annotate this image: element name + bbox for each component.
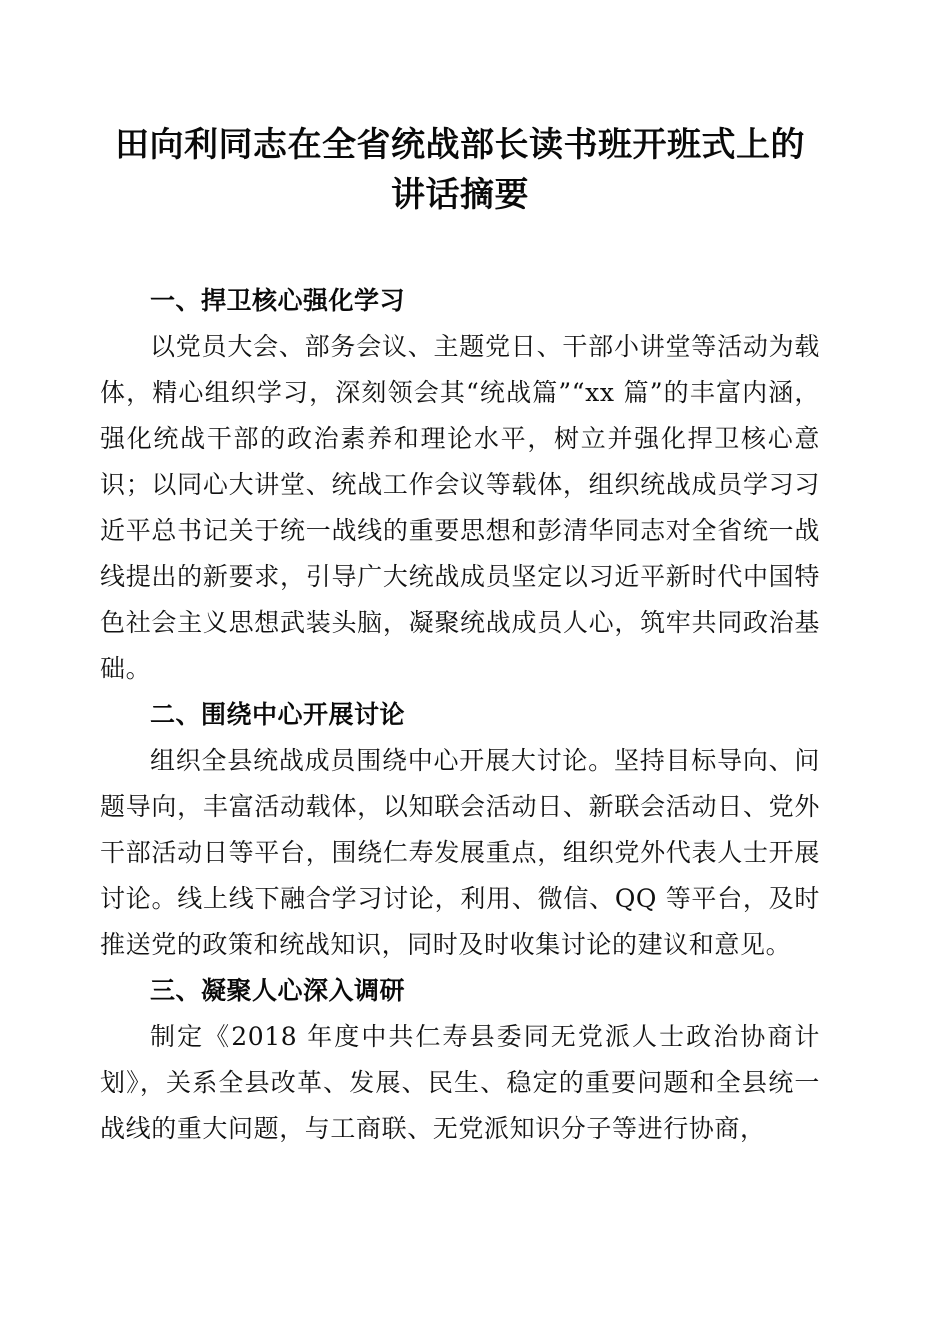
- page-title: 田向利同志在全省统战部长读书班开班式上的讲话摘要: [115, 125, 805, 215]
- section-paragraph-2: 组织全县统战成员围绕中心开展大讨论。坚持目标导向、问题导向，丰富活动载体，以知联会活动日、新联会活动日、党外干部活动日等平台，围绕仁寿发展重点，组织党外代表人士开展讨论。线上线下融合学习讨论，利用、微信、QQ 等平台，及时推送党的政策和统战知识，同时及时收集讨论的建议和意见。: [100, 746, 820, 959]
- section-paragraph-3: 制定《2018 年度中共仁寿县委同无党派人士政治协商计划》，关系全县改革、发展、民生、稳定的重要问题和全县统一战线的重大问题，与工商联、无党派知识分子等进行协商，: [100, 1022, 820, 1143]
- title-spacer: [100, 220, 820, 278]
- section-heading-1: 一、捍卫核心强化学习: [150, 286, 406, 315]
- section-heading-2: 二、围绕中心开展讨论: [150, 700, 406, 729]
- section-heading-3: 三、凝聚人心深入调研: [150, 976, 406, 1005]
- section-paragraph-1: 以党员大会、部务会议、主题党日、干部小讲堂等活动为载体，精心组织学习，深刻领会其“统战篇”“xx 篇”的丰富内涵，强化统战干部的政治素养和理论水平，树立并强化捍卫核心意识；以同心大讲堂、统战工作会议等载体，组织统战成员学习习近平总书记关于统一战线的重要思想和彭清华同志对全省统一战线提出的新要求，引导广大统战成员坚定以习近平新时代中国特色社会主义思想武装头脑，凝聚统战成员人心，筑牢共同政治基础。: [100, 332, 820, 683]
